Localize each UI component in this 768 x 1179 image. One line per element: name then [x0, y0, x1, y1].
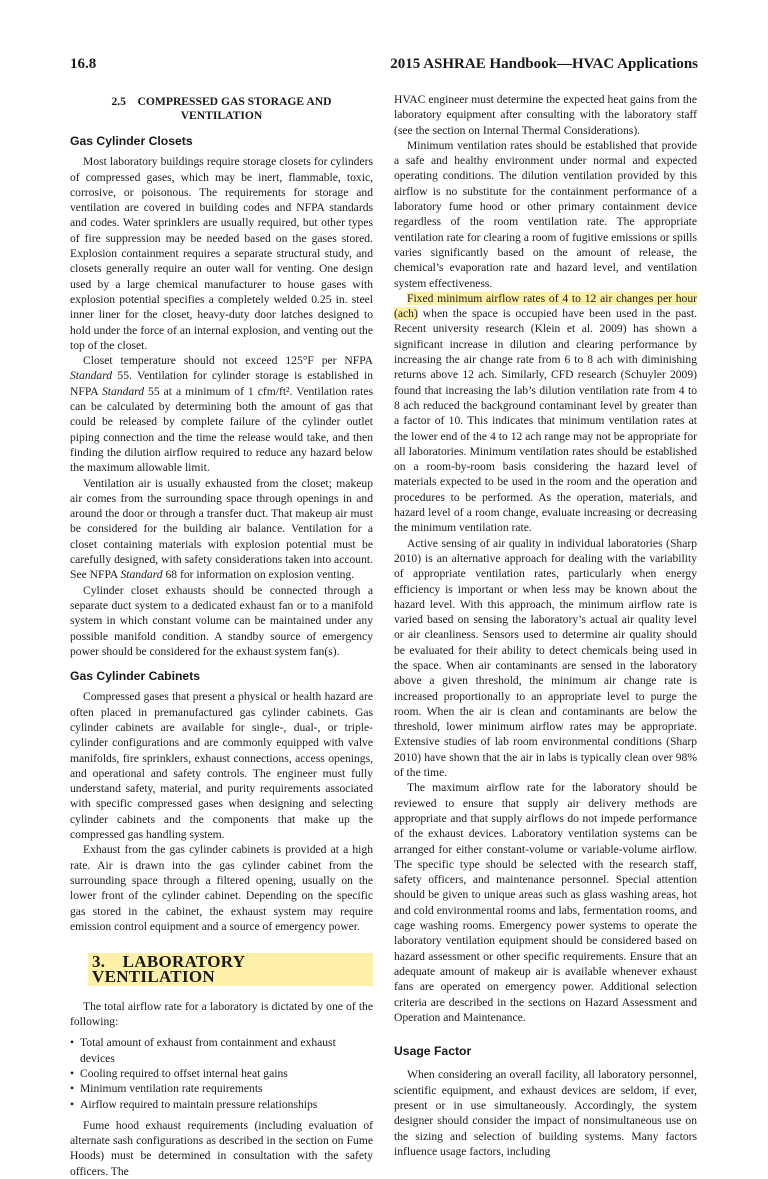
bullet-list	[70, 1035, 373, 1111]
paragraph: Exhaust from the gas cylinder cabinets is provided at a high rate. Air is drawn into the gas cylinder cabinet from the surrounding space through a filtered opening, usually on the lower front of the cylinder cabinet. Depending on the specific gas stored in the cabinet, the exhaust system may require emission control equipment and a source of emergency power.	[70, 843, 373, 933]
list-item: • Total amount of exhaust from containment and exhaust devices	[70, 1035, 373, 1066]
standard-italic: Standard	[70, 369, 113, 383]
highlighted-text: Fixed minimum airflow rates of 4 to 12 air changes per hour (ach)	[394, 291, 697, 321]
paragraph: The total airflow rate for a laboratory is dictated by one of the following:	[70, 999, 373, 1029]
left-column	[70, 92, 373, 1179]
list-item: • Cooling required to offset internal heat gains	[70, 1066, 373, 1081]
paragraph: When considering an overall facility, all laboratory personnel, scientific equipment, and exhaust devices are seldom, if ever, present or in use simultaneously. Accordingly, the system designer should consider the impact of nonsimultaneous use on the sizing and selection of building systems. Many factors influence usage factors, including	[394, 1068, 697, 1158]
section-heading	[70, 95, 373, 123]
list-item: • Airflow required to maintain pressure relationships	[70, 1097, 373, 1112]
section-heading-line2: VENTILATION	[180, 109, 263, 122]
text-run: 55 at a minimum of 1 cfm/ft². Ventilation rates can be calculated by determining both the amount of gas that could be released by complete failure of the cylinder outlet piping connection and the time the release would take, and then finding the dilution airflow required to reduce any hazard below the maximum allowable limit.	[70, 384, 373, 475]
book-title: 2015 ASHRAE Handbook—HVAC Applications	[390, 56, 698, 72]
text-run: Ventilation air is usually exhausted from the closet; makeup air comes from the surrounding space through openings in and around the door or through a transfer duct. That makeup air must be considered for the building air balance. Ventilation for a closet containing materials with explosion potential must be carefully designed, with safety considerations taken into account. See NFPA	[70, 476, 373, 582]
subheading-gas-cylinder-closets: Gas Cylinder Closets	[70, 134, 193, 148]
standard-italic: Standard	[101, 384, 145, 398]
paragraph	[394, 291, 697, 536]
paragraph: Compressed gases that present a physical or health hazard are often placed in premanufactured gas cylinder cabinets. Gas cylinder cabinets are available for single-, dual-, or triple-cylinder configurations and are commonly equipped with valve manifolds, fire sprinklers, exhaust connections, access openings, and operational and safety controls. The engineer must fully understand safety, material, and purity requirements associated with specific compressed gases when designing and selecting cylinder cabinets and the components that make up the compressed gas handling system.	[70, 690, 373, 842]
paragraph: The maximum airflow rate for the laboratory should be reviewed to ensure that supply air delivery methods are appropriate and that supply airflows do not impede performance of the exhaust devices. Laboratory ventilation systems can be arranged for either constant-volume or variable-volume airflow. The specific type should be selected with the research staff, safety officers, and maintenance personnel. Special attention should be given to unique areas such as glass washing areas, hot and cold environmental rooms and labs, fermentation rooms, and cage washing rooms. Emergency power systems to operate the laboratory ventilation equipment should be considered based on hazard assessment or other specific requirements. Ensure that an adequate amount of makeup air is available whenever exhaust fans are operated on emergency power. Additional selection criteria are described in the sections on Hazard Assessment and Operation and Maintenance.	[394, 781, 697, 1024]
paragraph: Minimum ventilation rates should be established that provide a safe and healthy environment under normal and expected operating conditions. The dilution ventilation provided by this airflow is no substitute for the containment performance of a laboratory fume hood or other primary containment device regardless of the room ventilation rate. The appropriate ventilation rate for clearing a room of fugitive emissions or spills varies significantly based on the amount of release, the chemical’s evaporation rate and hazard level, and ventilation system effectiveness.	[394, 138, 697, 290]
standard-italic: Standard	[120, 568, 163, 582]
paragraph: Most laboratory buildings require storage closets for cylinders of compressed gases, which may be inert, flammable, toxic, corrosive, or poisonous. The requirements for storage and ventilation are covered in building codes and NFPA standards and codes. Water sprinklers are usually required, but other types of fire suppression may be needed based on the gases stored. Explosion containment requires a separate structural study, and closets generally require an outer wall for venting. One design used by a large chemical manufacturer to house gases with explosion potential specifies a completely welded 0.25 in. steel inner liner for the closet, heavy-duty door latches designed to hold under the force of an internal explosion, and venting out the top of the closet.	[70, 155, 373, 352]
subheading-usage-factor: Usage Factor	[394, 1044, 472, 1059]
paragraph	[70, 476, 373, 583]
chapter-heading-text: 3. LABORATORY VENTILATION	[88, 953, 373, 986]
chapter-heading	[70, 953, 373, 987]
section-heading-line1: 2.5 COMPRESSED GAS STORAGE AND	[111, 95, 332, 108]
list-item: • Minimum ventilation rate requirements	[70, 1081, 373, 1096]
paragraph: Active sensing of air quality in individual laboratories (Sharp 2010) is an alternative approach for dealing with the variability of appropriate ventilation rates, particularly when energy efficiency is important or when less may be known about the hazard level. With this approach, the minimum airflow rate is varied based on sensing the laboratory’s actual air quality level or air cleanliness. Sensors used to determine air quality should be evaluated for their ability to detect chemicals being used in the space. When air contaminants are sensed in the laboratory above a given threshold, the minimum air change rate is increased proportionally to an appropriate level to purge the room. When the air is clean and contaminants are below the threshold, lower minimum airflow rates may be appropriate. Extensive studies of lab room environmental conditions (Sharp 2010) have shown that the air in labs is typically clean over 98% of the time.	[394, 536, 697, 780]
paragraph: Cylinder closet exhausts should be connected through a separate duct system to a dedicated exhaust fan or to a manifold system in which constant volume can be maintained under any possible manifold condition. A standby source of emergency power should be considered for the exhaust system fan(s).	[70, 583, 373, 658]
text-run: Closet temperature should not exceed 125°F per NFPA	[83, 354, 373, 368]
text-run: 55. Ventilation for cylinder storage is established in NFPA	[70, 369, 373, 398]
right-column	[394, 92, 697, 1159]
text-run: 68 for information on explosion venting.	[162, 568, 355, 582]
text-run: when the space is occupied have been used in the past. Recent university research (Klein et al. 2009) has shown a significant increase in dilution and clearing performance by increasing the air change rate from 6 to 8 ach with diminishing returns above 12 ach. Similarly, CFD research (Schuyler 2009) found that increasing the lab’s dilution ventilation rate from 4 to 8 ach reduced the background contaminant level by greater than a factor of 10. This indicates that minimum ventilation rates at the lower end of the 4 to 12 ach range may not be appropriate for all laboratories. Minimum ventilation rates should be established on a room-by-room basis considering the hazard level of materials expected to be used in the room and the operation and procedures to be performed. As the operation, materials, and hazard level of a room change, evaluate increasing or decreasing the minimum ventilation rate.	[394, 307, 697, 535]
running-header	[70, 56, 698, 78]
subheading-gas-cylinder-cabinets: Gas Cylinder Cabinets	[70, 669, 201, 684]
paragraph: HVAC engineer must determine the expected heat gains from the laboratory equipment after consulting with the laboratory staff (see the section on Internal Thermal Considerations).	[394, 93, 697, 137]
paragraph	[70, 353, 373, 475]
page-number: 16.8	[70, 56, 97, 72]
paragraph: Fume hood exhaust requirements (including evaluation of alternate sash configurations as described in the section on Fume Hoods) must be determined in consultation with the safety officers. The	[70, 1118, 373, 1178]
